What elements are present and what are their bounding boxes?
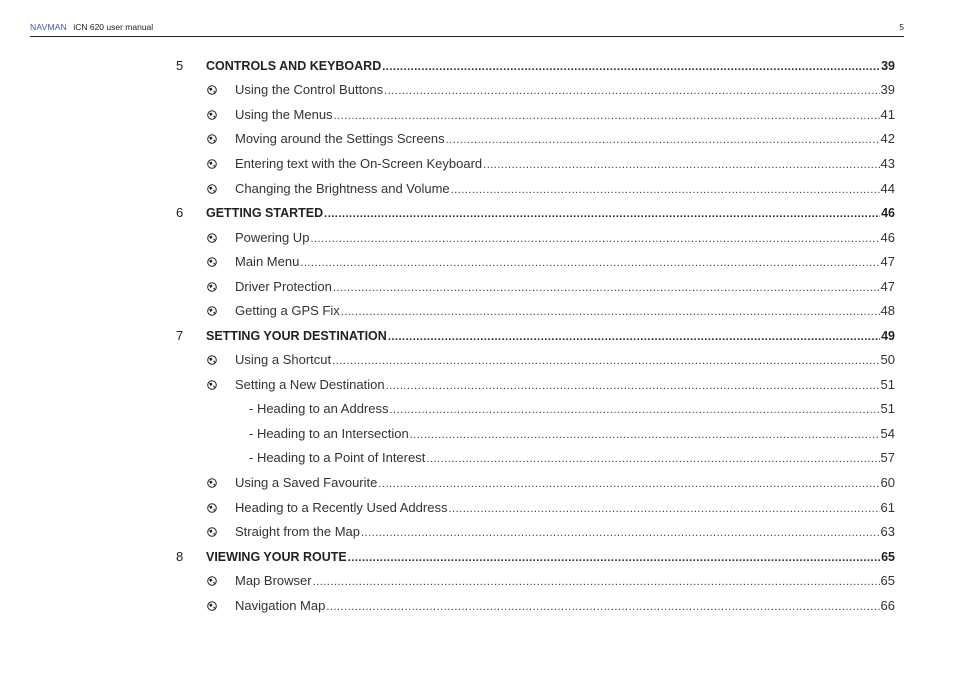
page-number: 5 <box>899 22 904 32</box>
toc-entry-title: Straight from the Map <box>235 524 360 539</box>
chapter-number: 8 <box>176 549 184 564</box>
toc-entry-title: CONTROLS AND KEYBOARD <box>206 59 382 73</box>
globe-bullet-icon <box>207 576 217 586</box>
page-header <box>30 22 904 37</box>
manual-title: iCN 620 user manual <box>73 22 154 32</box>
toc-entry-page: 61 <box>880 500 895 515</box>
toc-entry-title: - Heading to a Point of Interest <box>249 450 426 465</box>
toc-entry-page: 57 <box>880 450 895 465</box>
toc-section-row[interactable] <box>0 155 954 173</box>
toc-entry-title: Moving around the Settings Screens <box>235 131 445 146</box>
toc-entry-title: Using the Menus <box>235 107 333 122</box>
toc-entry-page: 48 <box>880 303 895 318</box>
globe-bullet-icon <box>207 134 217 144</box>
toc-section-row[interactable] <box>0 597 954 615</box>
toc-entry-page: 41 <box>880 107 895 122</box>
toc-entry-page: 39 <box>880 82 895 97</box>
globe-bullet-icon <box>207 478 217 488</box>
toc-entry-title: Heading to a Recently Used Address <box>235 500 448 515</box>
toc-entry-page: 47 <box>880 254 895 269</box>
toc-section-row[interactable] <box>0 81 954 99</box>
toc-entry-title: - Heading to an Address <box>249 401 389 416</box>
toc-chapter-row[interactable] <box>0 548 954 566</box>
globe-bullet-icon <box>207 159 217 169</box>
toc-section-row[interactable] <box>0 351 954 369</box>
toc-entry-title: - Heading to an Intersection <box>249 426 409 441</box>
toc-entry-page: 51 <box>880 401 895 416</box>
toc-entry-page: 65 <box>881 550 895 564</box>
globe-bullet-icon <box>207 503 217 513</box>
globe-bullet-icon <box>207 282 217 292</box>
toc-entry-title: Navigation Map <box>235 598 326 613</box>
chapter-number: 6 <box>176 205 184 220</box>
toc-entry-title: Powering Up <box>235 230 310 245</box>
brand-name: NAVMAN <box>30 22 67 32</box>
globe-bullet-icon <box>207 85 217 95</box>
toc-chapter-row[interactable] <box>0 327 954 345</box>
toc-subsection-row[interactable] <box>0 400 954 418</box>
toc-section-row[interactable] <box>0 130 954 148</box>
toc-entry-page: 50 <box>880 352 895 367</box>
toc-section-row[interactable] <box>0 229 954 247</box>
globe-bullet-icon <box>207 233 217 243</box>
toc-entry-page: 42 <box>880 131 895 146</box>
toc-subsection-row[interactable] <box>0 449 954 467</box>
toc-section-row[interactable] <box>0 523 954 541</box>
toc-entry-page: 66 <box>880 598 895 613</box>
chapter-number: 7 <box>176 328 184 343</box>
toc-entry-title: Map Browser <box>235 573 312 588</box>
toc-entry-title: Setting a New Destination <box>235 377 385 392</box>
toc-entry-page: 44 <box>880 181 895 196</box>
toc-entry-title: Using a Saved Favourite <box>235 475 378 490</box>
toc-entry-title: GETTING STARTED <box>206 206 324 220</box>
toc-section-row[interactable] <box>0 499 954 517</box>
globe-bullet-icon <box>207 184 217 194</box>
toc-entry-page: 65 <box>880 573 895 588</box>
toc-section-row[interactable] <box>0 572 954 590</box>
toc-section-row[interactable] <box>0 278 954 296</box>
toc-entry-page: 60 <box>880 475 895 490</box>
toc-entry-page: 49 <box>881 329 895 343</box>
globe-bullet-icon <box>207 355 217 365</box>
globe-bullet-icon <box>207 601 217 611</box>
toc-entry-page: 54 <box>880 426 895 441</box>
toc-entry-title: Getting a GPS Fix <box>235 303 340 318</box>
toc-entry-title: Changing the Brightness and Volume <box>235 181 450 196</box>
toc-chapter-row[interactable] <box>0 57 954 75</box>
toc-entry-title: Using the Control Buttons <box>235 82 384 97</box>
toc-section-row[interactable] <box>0 253 954 271</box>
globe-bullet-icon <box>207 306 217 316</box>
toc-subsection-row[interactable] <box>0 425 954 443</box>
toc-entry-page: 63 <box>880 524 895 539</box>
toc-section-row[interactable] <box>0 376 954 394</box>
toc-entry-page: 46 <box>881 206 895 220</box>
toc-entry-title: Driver Protection <box>235 279 332 294</box>
globe-bullet-icon <box>207 110 217 120</box>
toc-entry-title: Using a Shortcut <box>235 352 332 367</box>
toc-entry-title: VIEWING YOUR ROUTE <box>206 550 347 564</box>
globe-bullet-icon <box>207 380 217 390</box>
globe-bullet-icon <box>207 527 217 537</box>
toc-entry-page: 47 <box>880 279 895 294</box>
toc-section-row[interactable] <box>0 302 954 320</box>
toc-entry-title: SETTING YOUR DESTINATION <box>206 329 387 343</box>
toc-entry-page: 46 <box>880 230 895 245</box>
chapter-number: 5 <box>176 58 184 73</box>
toc-entry-page: 43 <box>880 156 895 171</box>
toc-section-row[interactable] <box>0 180 954 198</box>
toc-section-row[interactable] <box>0 474 954 492</box>
toc-entry-page: 51 <box>880 377 895 392</box>
toc-entry-title: Entering text with the On-Screen Keyboard <box>235 156 483 171</box>
globe-bullet-icon <box>207 257 217 267</box>
toc-entry-title: Main Menu <box>235 254 300 269</box>
toc-section-row[interactable] <box>0 106 954 124</box>
toc-chapter-row[interactable] <box>0 204 954 222</box>
toc-entry-page: 39 <box>881 59 895 73</box>
